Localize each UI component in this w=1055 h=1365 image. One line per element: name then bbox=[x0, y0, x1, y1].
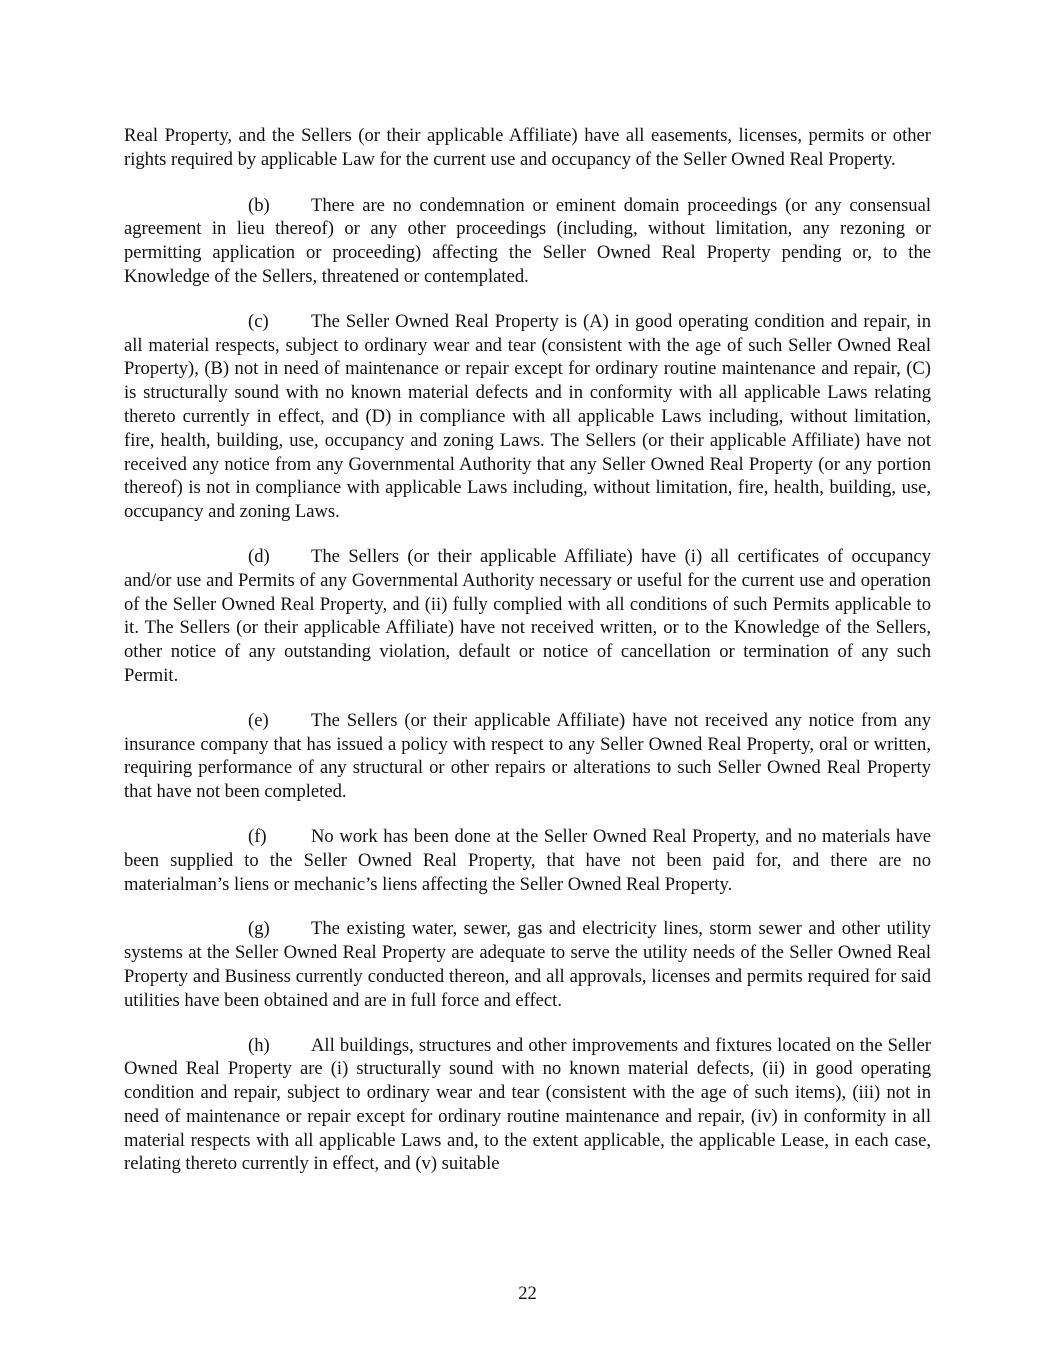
paragraph-b bbox=[124, 194, 931, 289]
paragraph-label: (h) bbox=[248, 1034, 270, 1056]
paragraph-label: (f) bbox=[248, 825, 267, 847]
paragraph-label: (e) bbox=[248, 709, 269, 731]
paragraph-text: The Sellers (or their applicable Affiliate) have (i) all certificates of occupancy and/or use and Permits of any Governmental Authority necessary or useful for the current use and operation of the Seller Owned Real Property, and (ii) fully complied with all conditions of such Permits applicable to it. The Sellers (or their applicable Affiliate) have not received written, or to the Knowledge of the Sellers, other notice of any outstanding violation, default or notice of cancellation or termination of any such Permit. bbox=[124, 545, 931, 686]
paragraph-text: The Sellers (or their applicable Affiliate) have not received any notice from any insurance company that has issued a policy with respect to any Seller Owned Real Property, oral or written, requiring performance of any structural or other repairs or alterations to such Seller Owned Real Property that have not been completed. bbox=[124, 709, 931, 803]
document-body bbox=[124, 124, 931, 1197]
paragraph-text: Real Property, and the Sellers (or their applicable Affiliate) have all easements, licenses, permits or other rights required by applicable Law for the current use and occupancy of the Seller Owned Real Property. bbox=[124, 125, 931, 170]
paragraph-text: No work has been done at the Seller Owned Real Property, and no materials have been supplied to the Seller Owned Real Property, that have not been paid for, and there are no materialman’s liens or mechanic’s liens affecting the Seller Owned Real Property. bbox=[124, 825, 931, 895]
paragraph-label: (d) bbox=[248, 545, 270, 567]
paragraph-g bbox=[124, 917, 931, 1012]
paragraph-label: (c) bbox=[248, 310, 269, 332]
paragraph-text: The existing water, sewer, gas and electricity lines, storm sewer and other utility systems at the Seller Owned Real Property are adequate to serve the utility needs of the Seller Owned Real Property and Business currently conducted thereon, and all approvals, licenses and permits required for said utilities have been obtained and are in full force and effect. bbox=[124, 918, 931, 1011]
paragraph-h bbox=[124, 1034, 931, 1177]
paragraph-d bbox=[124, 545, 931, 688]
paragraph-label: (b) bbox=[248, 194, 270, 216]
paragraph-text: The Seller Owned Real Property is (A) in good operating condition and repair, in all material respects, subject to ordinary wear and tear (consistent with the age of such Seller Owned Real Property), (B) not in need of maintenance or repair except for ordinary routine maintenance and repair, (C) is structurally sound with no known material defects and in conformity with all applicable Laws relating thereto currently in effect, and (D) in compliance with all applicable Laws including, without limitation, fire, health, building, use, occupancy and zoning Laws. The Sellers (or their applicable Affiliate) have not received any notice from any Governmental Authority that any Seller Owned Real Property (or any portion thereof) is not in compliance with applicable Laws including, without limitation, fire, health, building, use, occupancy and zoning Laws. bbox=[124, 310, 931, 523]
paragraph-text: There are no condemnation or eminent domain proceedings (or any consensual agreement in lieu thereof) or any other proceedings (including, without limitation, any rezoning or permitting application or proceeding) affecting the Seller Owned Real Property pending or, to the Knowledge of the Sellers, threatened or contemplated. bbox=[124, 194, 931, 287]
paragraph-label: (g) bbox=[248, 918, 270, 940]
paragraph-c bbox=[124, 310, 931, 524]
page-number: 22 bbox=[518, 1283, 537, 1304]
paragraph-continuation bbox=[124, 124, 931, 172]
paragraph-text: All buildings, structures and other improvements and fixtures located on the Seller Owned Real Property are (i) structurally sound with no known material defects, (ii) in good operating condition and repair, subject to ordinary wear and tear (consistent with the age of such items), (iii) not in need of maintenance or repair except for ordinary routine maintenance and repair, (iv) in conformity in all material respects with all applicable Laws and, to the extent applicable, the applicable Lease, in each case, relating thereto currently in effect, and (v) suitable bbox=[124, 1034, 931, 1175]
paragraph-f bbox=[124, 825, 931, 896]
paragraph-e bbox=[124, 709, 931, 804]
